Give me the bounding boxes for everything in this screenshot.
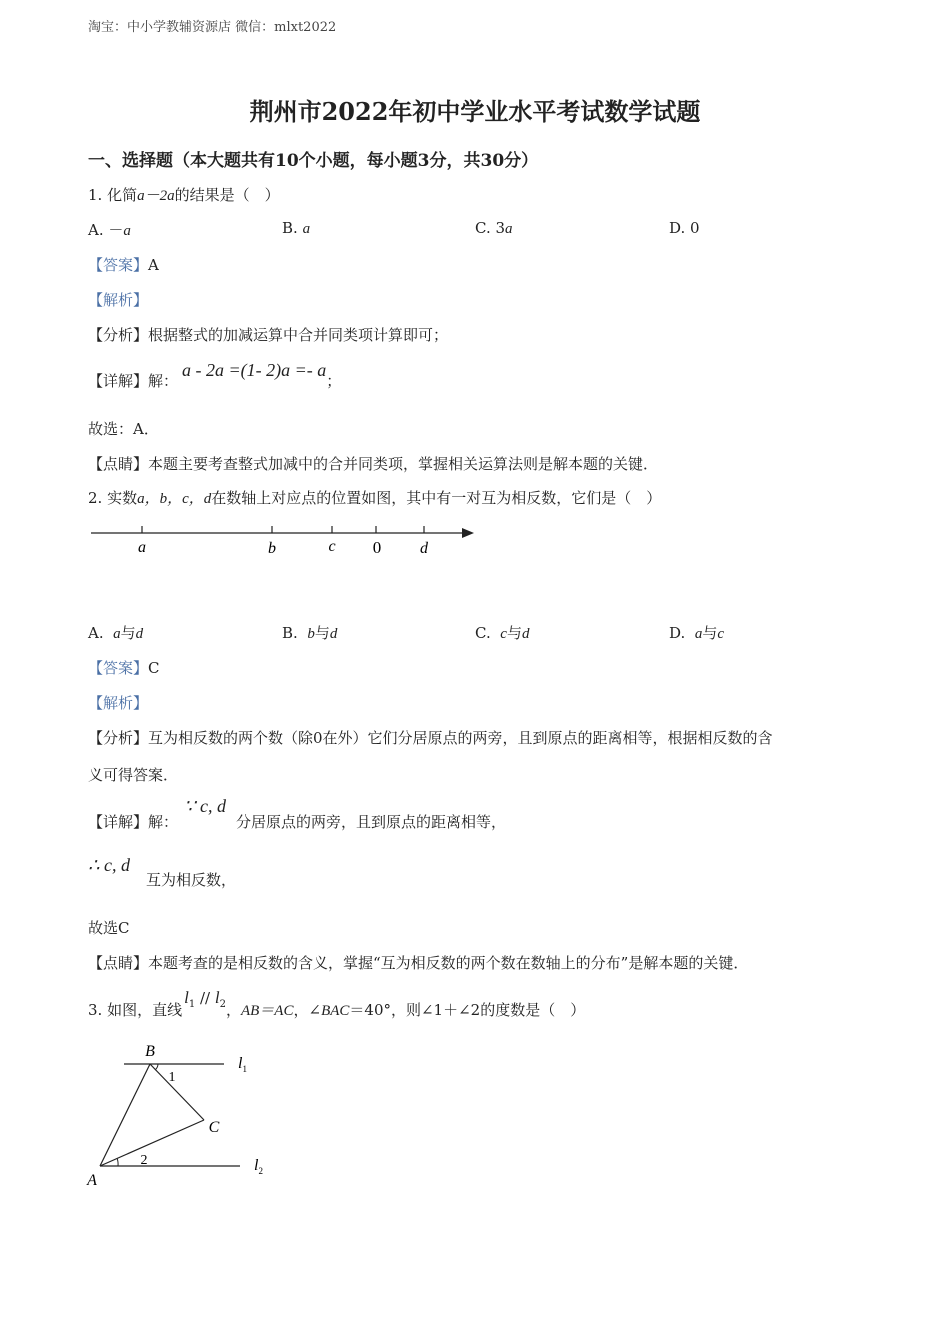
q1-stem-expr: a－2a: [137, 188, 175, 204]
q2-option-b: [282, 622, 337, 643]
vertex-b: B: [145, 1043, 155, 1060]
q2-option-a-label: A.: [88, 624, 104, 642]
q1-answer-tag: 【答案】: [88, 256, 149, 274]
q3-stem-pre: 3. 如图，直线: [88, 1001, 183, 1019]
number-line-figure: [88, 518, 478, 566]
q2-option-c-v2: d: [521, 626, 530, 642]
vertex-c: C: [208, 1119, 220, 1136]
line-l2-label: $l_2$: [254, 1157, 263, 1176]
q1-option-d: [669, 219, 700, 238]
angle-1-label: 1: [168, 1070, 176, 1085]
q1-detail: [88, 360, 342, 390]
q2-option-b-v2: d: [329, 626, 338, 642]
q2-stem-post: 在数轴上对应点的位置如图，其中有一对互为相反数，它们是（ ）: [211, 489, 662, 507]
q1-option-a: [88, 219, 131, 240]
q1-detail-math: a - 2a =(1- 2)a =- a: [182, 360, 327, 380]
q3-eq1: AB＝AC: [240, 1003, 294, 1019]
q3-stem-mid: ，∠: [293, 1001, 322, 1019]
q2-comment: 【点睛】本题考查的是相反数的含义，掌握“互为相反数的两个数在数轴上的分布”是解本题的关键．: [88, 954, 749, 972]
q2-option-d-v1: a: [694, 626, 703, 642]
page-header: 淘宝：中小学教辅资源店 微信：mlxt2022: [88, 20, 337, 35]
angle-2-label: 2: [140, 1153, 148, 1168]
q1-detail-pre: 【详解】解：: [88, 372, 179, 390]
q3-l1: l: [184, 988, 189, 1007]
q2-stem: [88, 487, 661, 508]
q1-analysis-tag: 【解析】: [88, 291, 149, 309]
q1-option-c-var: a: [505, 221, 513, 237]
q2-answer-tag: 【答案】: [88, 659, 149, 677]
q1-option-a-var: a: [123, 223, 131, 239]
segment-bc: [150, 1064, 204, 1120]
q1-comment: 【点睛】本题主要考查整式加减中的合并同类项，掌握相关运算法则是解本题的关键．: [88, 455, 659, 473]
q1-option-c: [475, 219, 513, 238]
q2-option-c-v1: c: [500, 626, 507, 642]
q2-option-a-v1: a: [113, 626, 121, 642]
q1-option-c-label: C. 3: [475, 219, 506, 237]
q2-option-a-mid: 与: [120, 624, 136, 642]
q2-option-d-mid: 与: [702, 624, 718, 642]
q1-stem: [88, 184, 280, 205]
q2-option-d-label: D.: [669, 624, 686, 642]
segment-ab: [100, 1064, 150, 1166]
q2-option-a-v2: d: [135, 626, 144, 642]
q2-analysis-tag: 【解析】: [88, 694, 149, 712]
q1-answer: [88, 254, 159, 275]
q2-option-c-label: C.: [475, 624, 491, 642]
triangle-figure: [80, 1040, 280, 1190]
number-line-arrow: [462, 528, 474, 538]
label-a: a: [138, 539, 146, 556]
segment-ac: [100, 1120, 204, 1166]
label-c: c: [328, 538, 336, 555]
q3-stem-post: ＝40°，则∠1＋∠2的度数是（ ）: [349, 1001, 586, 1019]
label-d: d: [420, 540, 428, 557]
q3-l2-sub: 2: [219, 999, 226, 1010]
angle-2-arc: [117, 1158, 118, 1166]
q2-fenxi-line2: 义可得答案．: [88, 766, 179, 784]
q1-option-b: [282, 219, 310, 238]
q1-option-a-label: A. －: [88, 221, 124, 239]
q2-detail-post: 分居原点的两旁，且到原点的距离相等，: [235, 813, 506, 831]
q2-therefore-post: 互为相反数，: [145, 871, 236, 889]
q1-choice: 故选：A．: [88, 420, 159, 438]
q2-option-d: [669, 622, 724, 643]
q2-stem-pre: 2. 实数: [88, 489, 138, 507]
q1-stem-post: 的结果是（ ）: [174, 186, 280, 204]
q2-detail-math: ∵ c, d: [184, 796, 226, 816]
label-b: b: [268, 540, 276, 557]
page-title: 荆州市2022年初中学业水平考试数学试题: [249, 97, 701, 126]
q2-stem-vars: a，b，c，d: [137, 491, 212, 507]
q2-option-b-v1: b: [307, 626, 315, 642]
q3-l1-sub: 1: [188, 999, 196, 1010]
q2-answer: [88, 657, 160, 678]
q2-option-d-v2: c: [717, 626, 724, 642]
q2-fenxi-line1: 【分析】互为相反数的两个数（除0在外）它们分居原点的两旁，且到原点的距离相等，根据相反数的含: [88, 729, 773, 747]
section-heading: 一、选择题（本大题共有10个小题，每小题3分，共30分）: [88, 151, 539, 171]
q2-option-b-mid: 与: [314, 624, 330, 642]
q1-option-d-label: D. 0: [669, 219, 700, 237]
q2-option-c-mid: 与: [506, 624, 522, 642]
q2-choice: 故选C: [88, 919, 130, 937]
q2-answer-value: C: [148, 659, 160, 677]
q2-detail: [88, 796, 506, 831]
q1-option-b-label: B.: [282, 219, 303, 237]
line-l1-label: $l_1$: [238, 1055, 247, 1074]
q2-therefore-math: ∴ c, d: [88, 855, 130, 875]
q1-option-b-var: a: [302, 221, 311, 237]
q2-detail-pre: 【详解】解：: [88, 813, 179, 831]
q3-eq2: BAC: [321, 1003, 350, 1019]
q2-option-a: [88, 622, 143, 643]
label-zero: 0: [372, 538, 382, 557]
q1-detail-post: ；: [326, 372, 342, 390]
q2-option-c: [475, 622, 529, 643]
q1-stem-pre: 1. 化简: [88, 186, 138, 204]
vertex-a: A: [87, 1172, 97, 1189]
q2-option-b-label: B.: [282, 624, 298, 642]
q2-therefore: [88, 855, 236, 889]
angle-1-arc: [155, 1064, 158, 1070]
q1-answer-value: A: [148, 256, 159, 274]
q3-stem-comma: ，: [225, 1001, 241, 1019]
q1-fenxi: 【分析】根据整式的加减运算中合并同类项计算即可；: [88, 326, 449, 344]
q3-l2: l: [214, 988, 220, 1007]
q3-stem: [88, 988, 586, 1022]
q3-parallel: //: [195, 989, 215, 1007]
